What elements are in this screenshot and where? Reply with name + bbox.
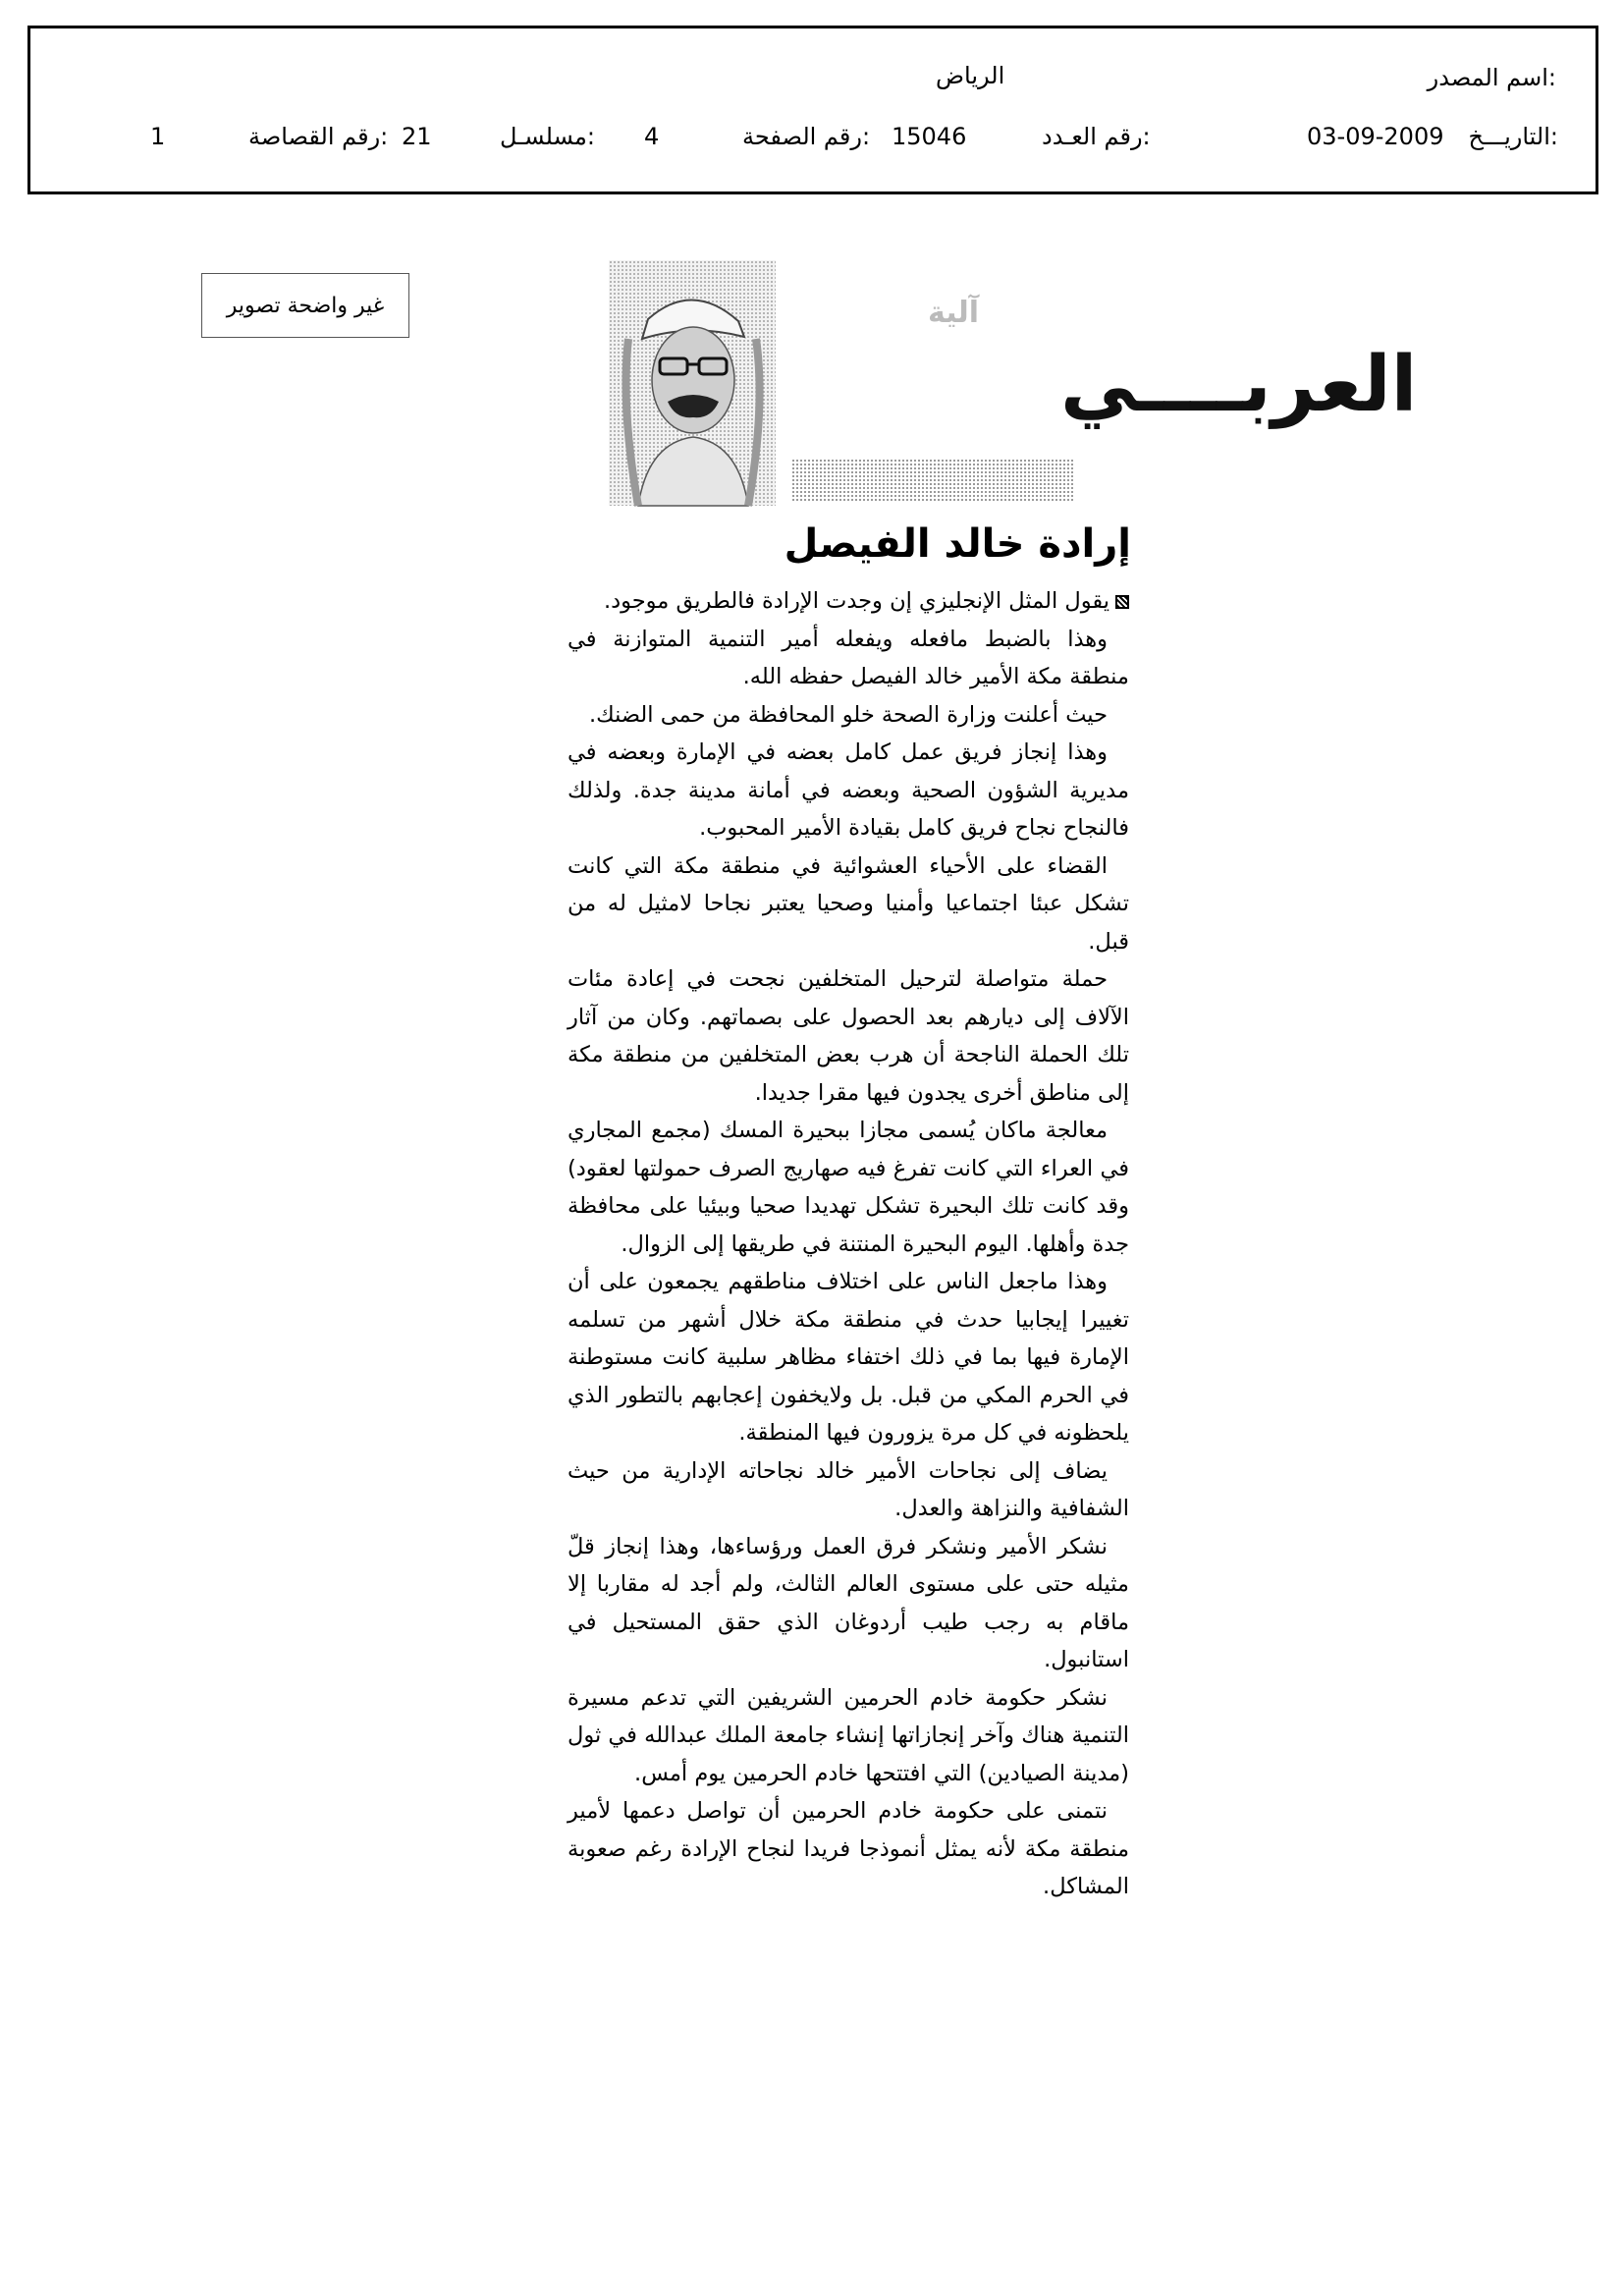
page-label: رقم الصفحة: [742, 123, 871, 150]
issue-value: 15046 [892, 123, 967, 150]
paragraph: وهذا بالضبط مافعله ويفعله أمير التنمية المتوازنة في منطقة مكة الأمير خالد الفيصل حفظه الله. [568, 626, 1129, 689]
bullet-icon [1115, 595, 1129, 609]
article-body [568, 582, 1129, 1906]
source-label: اسم المصدر: [1427, 64, 1556, 91]
serial-value: 21 [402, 123, 432, 150]
paragraph: القضاء على الأحياء العشوائية في منطقة مكة التي كانت تشكل عبئا اجتماعيا وأمنيا وصحيا يعتبر نجاحا لامثيل له من قبل. [568, 852, 1129, 955]
page-value: 4 [644, 123, 660, 150]
serial-label: مسلسـل: [500, 123, 595, 150]
clip-label: رقم القصاصة: [248, 123, 389, 150]
paragraph: يقول المثل الإنجليزي إن وجدت الإرادة فالطريق موجود. [568, 582, 1129, 621]
paragraph: وهذا إنجاز فريق عمل كامل بعضه في الإمارة وبعضه في مديرية الشؤون الصحية وبعضه في أمانة مدينة جدة. ولذلك فالنجاح نجاح فريق كامل بقيادة الأمير المحبوب. [568, 739, 1129, 841]
paragraph: نتمنى على حكومة خادم الحرمين أن تواصل دعمها لأمير منطقة مكة لأنه يمثل أنموذجا فريدا لنجاح الإرادة رغم صعوبة المشاكل. [568, 1798, 1129, 1899]
article-title: إرادة خالد الفيصل [784, 521, 1131, 567]
paragraph: معالجة ماكان يُسمى مجازا ببحيرة المسك (مجمع المجاري في العراء التي كانت تفرغ فيه صهاريج الصرف حمولتها لعقود) وقد كانت تلك البحيرة تشكل تهديدا صحيا وبيئيا على محافظة جدة وأهلها. اليوم البحيرة المنتنة في طريقها إلى الزوال. [568, 1118, 1129, 1257]
clip-value: 1 [150, 123, 166, 150]
header-box [27, 26, 1598, 194]
column-logo [781, 263, 1418, 507]
date-label: التاريـــخ: [1468, 123, 1558, 150]
columnist-photo [609, 260, 776, 506]
paragraph: وهذا ماجعل الناس على اختلاف مناطقهم يجمعون على أن تغييرا إيجابيا حدث في منطقة مكة خلال أشهر من تسلمه الإمارة فيها بما في ذلك اختفاء مظاهر سلبية كانت مستوطنة في الحرم المكي من قبل. بل ولايخفون إعجابهم بالتطور الذي يلحظونه في كل مرة يزورون فيها المنطقة. [568, 1269, 1129, 1446]
issue-label: رقم العـدد: [1042, 123, 1151, 150]
date-value: 03-09-2009 [1307, 123, 1444, 150]
logo-small-text: آلية [928, 296, 979, 330]
paragraph: يضاف إلى نجاحات الأمير خالد نجاحاته الإدارية من حيث الشفافية والنزاهة والعدل. [568, 1457, 1129, 1521]
paragraph: حملة متواصلة لترحيل المتخلفين نجحت في إعادة مئات الآلاف إلى ديارهم بعد الحصول على بصماتهم. وكان من آثار تلك الحملة الناجحة أن هرب بعض المتخلفين من منطقة مكة إلى مناطق أخرى يجدون فيها مقرا جديدا. [568, 966, 1129, 1106]
paragraph: حيث أعلنت وزارة الصحة خلو المحافظة من حمى الضنك. [589, 701, 1108, 728]
unclear-scan-note: غير واضحة تصوير [201, 273, 409, 338]
source-value: الرياض [936, 62, 1005, 89]
paragraph: نشكر الأمير ونشكر فرق العمل ورؤساءها، وهذا إنجاز قلّ مثيله حتى على مستوى العالم الثالث، ولم أجد له مقاربا إلا ماقام به رجب طيب أردوغان الذي حقق المستحيل في استانبول. [568, 1533, 1129, 1672]
paragraph: نشكر حكومة خادم الحرمين الشريفين التي تدعم مسيرة التنمية هناك وآخر إنجازاتها إنشاء جامعة الملك عبدالله في ثول (مدينة الصيادين) التي افتتحها خادم الحرمين يوم أمس. [568, 1684, 1129, 1786]
logo-text: العربــــي [1060, 341, 1418, 429]
